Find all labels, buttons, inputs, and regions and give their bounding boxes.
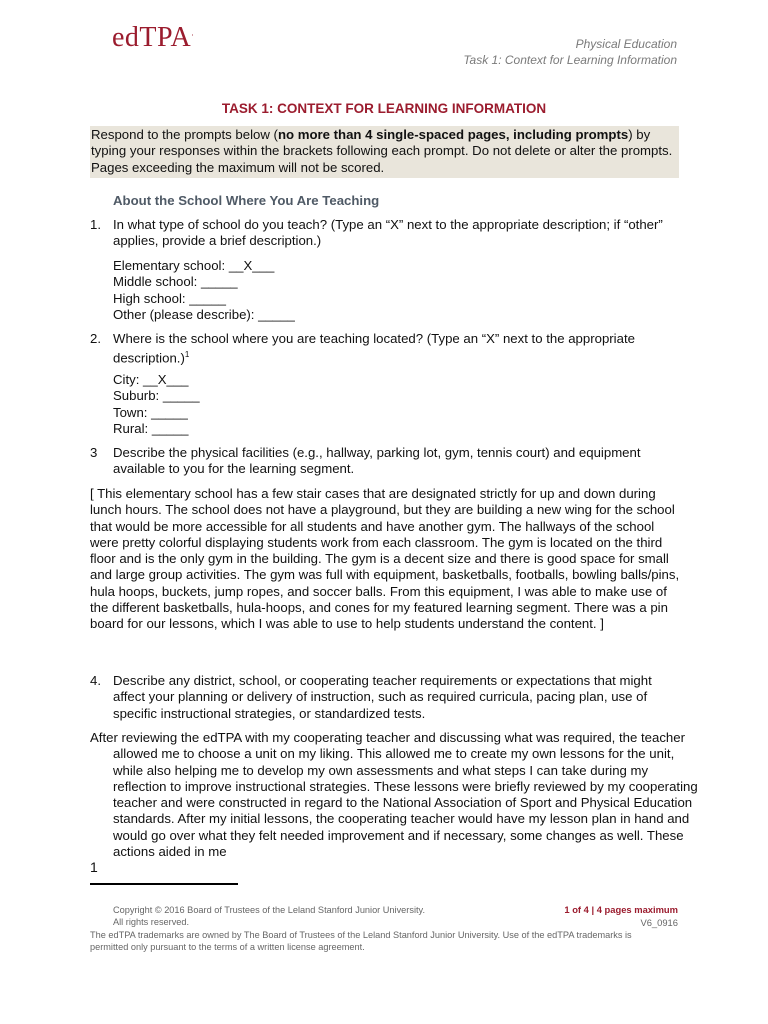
- option-suburb: Suburb: _____: [113, 388, 200, 404]
- subject-label: Physical Education: [575, 37, 677, 51]
- prompt-1-options: [113, 258, 295, 323]
- option-middle: Middle school: _____: [113, 274, 238, 290]
- footnote-number: 1: [90, 859, 98, 875]
- edtpa-logo: edTPA.: [112, 22, 195, 53]
- prompt-4: 4. Describe any district, school, or cooperating teacher requirements or expectations that might affect your planning or delivery of instruction, such as required curricula, pacing plan, use of specific instructional strategies, or standardized tests.: [90, 673, 652, 721]
- option-rural: Rural: _____: [113, 420, 189, 436]
- page-title: TASK 1: CONTEXT FOR LEARNING INFORMATION: [221, 101, 547, 116]
- prompt-2-options: [113, 372, 200, 437]
- option-other: Other (please describe): _____: [113, 306, 295, 322]
- option-elementary: Elementary school: __X___: [113, 258, 275, 273]
- prompt-1: 1. In what type of school do you teach? (Type an “X” next to the appropriate description; if “other” applies, provide a brief description.): [90, 217, 663, 249]
- prompt-2: 2. Where is the school where you are teaching located? (Type an “X” next to the appropriate description.)$^1$: [90, 331, 635, 366]
- version-label: V6_0916: [640, 917, 678, 928]
- option-city: City: __X___: [113, 372, 189, 387]
- task-label: Task 1: Context for Learning Information: [463, 53, 677, 67]
- instructions-box: Respond to the prompts below (no more than 4 single-spaced pages, including prompts) by typing your responses within the brackets following each prompt. Do not delete or alter the prompts. Pages exceeding the maximum will not be scored.: [90, 126, 679, 178]
- trademark-notice: The edTPA trademarks are owned by The Board of Trustees of the Leland Stanford Junior University. Use of the edTPA trademarks is permitted only pursuant to the terms of a written license agreement.: [90, 930, 632, 952]
- response-4[interactable]: After reviewing the edTPA with my cooperating teacher and discussing what was required, the teacher allowed me to choose a unit on my liking. This allowed me to create my own lessons for the unit, while also helping me to develop my own assessments and what steps I can take during my reflection to improve instructional strategies. These lessons were briefly reviewed by my cooperating teacher and were constructed in regard to the National Association of Sport and Physical Education standards. After my initial lessons, the cooperating teacher would have my lesson plan in hand and would go over what they felt needed improvement and if necessary, some changes as well. These actions aided in me: [90, 730, 698, 860]
- response-3[interactable]: [ This elementary school has a few stair cases that are designated strictly for up and down during lunch hours. The school does not have a playground, but they are building a new wing for the school that would be more accessible for all students and have another gym. The hallways of the school were pretty colorful displaying students work from each classroom. The gym is located on the third floor and is the only gym in the building. The gym is a decent size and there is good space for small and large group activities. The gym was full with equipment, basketballs, footballs, bowling balls/pins, hula hoops, buckets, jump ropes, and soccer balls. From this equipment, I was able to make use of the different basketballs, hula-hoops, and cones for my featured learning segment. There was a pin board for our lessons, which I was able to use to help students understand the content. ]: [90, 486, 680, 632]
- footnote-divider: [90, 883, 238, 885]
- copyright: Copyright © 2016 Board of Trustees of the Leland Stanford Junior University. All rights reserved.: [113, 905, 425, 927]
- footnote-ref: 1: [184, 350, 190, 360]
- page-count: 1 of 4 | 4 pages maximum V6_0916: [564, 904, 678, 928]
- section-heading: About the School Where You Are Teaching: [113, 193, 380, 208]
- prompt-3: 3 Describe the physical facilities (e.g., hallway, parking lot, gym, tennis court) and equipment available to you for the learning segment.: [90, 445, 641, 477]
- option-high: High school: _____: [113, 290, 226, 306]
- option-town: Town: _____: [113, 404, 188, 420]
- page-header: [463, 36, 677, 68]
